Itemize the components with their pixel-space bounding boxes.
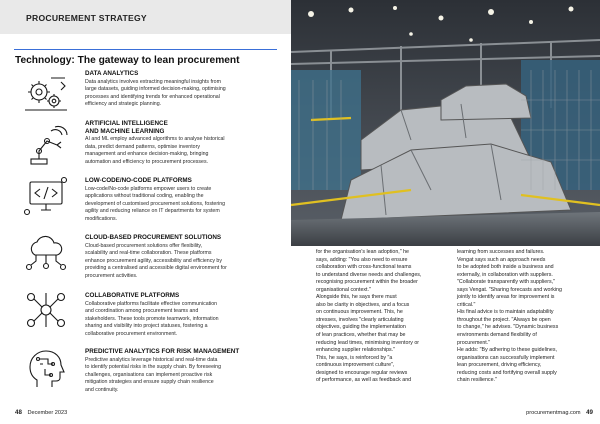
site-url: procurementmag.com: [526, 410, 581, 416]
section-body: Predictive analytics leverage historical and real-time data to identify potential risks in the supply chain. By foreseeing challenges, organisations can implement proactive risk mitigation strategies and ensure supply chain resilience and continuity.: [85, 356, 221, 393]
header-band: [0, 0, 291, 34]
page-number: 49: [586, 409, 593, 416]
section-body: Cloud-based procurement solutions offer flexibility, scalability and real-time collaboration. These platforms enhance procurement agility, accessibility and efficiency by providing a centralised and accessible digital environment for procurement activities.: [85, 242, 227, 279]
section-ai-ml: [85, 120, 285, 166]
page-number: 48: [15, 409, 22, 416]
section-title: ARTIFICIAL INTELLIGENCE AND MACHINE LEARNING: [85, 120, 168, 135]
analytics-gears-icon: [21, 70, 71, 120]
collaboration-network-icon: [21, 285, 71, 335]
section-title: COLLABORATIVE PLATFORMS: [85, 292, 180, 299]
factory-photo: [291, 0, 600, 246]
section-body: AI and ML employ advanced algorithms to analyse historical data, predict demand patterns, optimise inventory management and enhance decision-making, bringing automation and efficiency to procurement processes.: [85, 136, 225, 165]
page-title: Technology: The gateway to lean procurement: [15, 55, 240, 66]
footer-left: [15, 409, 67, 416]
section-title: CLOUD-BASED PROCUREMENT SOLUTIONS: [85, 234, 222, 241]
footer-right: [526, 409, 593, 416]
section-low-code: [85, 177, 285, 223]
ai-head-icon: [21, 343, 71, 393]
section-title: DATA ANALYTICS: [85, 70, 139, 77]
section-body: Low-code/No-code platforms empower users to create applications without traditional coding, enabling the development of customised procurement solutions, fostering agility and reducing reliance on IT departments for system modifications.: [85, 185, 226, 222]
section-collaborative: [85, 292, 285, 338]
section-data-analytics: [85, 70, 285, 109]
section-label: PROCUREMENT STRATEGY: [26, 13, 147, 23]
accent-rule: [14, 49, 277, 50]
right-page: [291, 0, 600, 424]
cloud-network-icon: [21, 229, 71, 279]
article-column-1: for the organisation's lean adoption," he says, adding: "You also need to ensure collaboration with cross-functional teams to understand diverse needs and challenges, recognising procurement within the broader organisational context." Alongside this, he says there must also be clarity in objectives, and a focus on continuous improvement. This, he stresses, involves "clearly articulating objectives, guiding the implementation of lean practices, whether that may be reducing lead times, minimising inventory or enhancing supplier relationships." This, he says, is reinforced by "a continuous improvement culture", designed to encourage regular reviews of performance, as well as feedback and: [316, 249, 422, 384]
robot-arm-icon: [21, 121, 71, 171]
issue-date: December 2023: [27, 410, 68, 416]
section-title: LOW-CODE/NO-CODE PLATFORMS: [85, 177, 192, 184]
section-body: Collaborative platforms facilitate effective communication and coordination among procurement teams and stakeholders. These tools promote teamwork, information sharing and visibility into project statuses, fostering a collaborative procurement environment.: [85, 300, 219, 337]
section-predictive: [85, 348, 285, 394]
code-monitor-icon: [21, 172, 71, 222]
section-title: PREDICTIVE ANALYTICS FOR RISK MANAGEMENT: [85, 348, 240, 355]
section-cloud: [85, 234, 285, 280]
section-body: Data analytics involves extracting meaningful insights from large datasets, guiding informed decision-making, optimising processes and identifying trends for enhanced operational efficiency and strategic planning.: [85, 78, 226, 108]
left-page: [0, 0, 291, 424]
article-column-2: learning from successes and failures. Vengat says such an approach needs to be adopted both inside a business and externally, in collaboration with suppliers. "Collaborate transparently with suppliers," says Vengat. "Sharing forecasts and working jointly to identify areas for improvement is critical." His final advice is to maintain adaptability throughout the project. "Always be open to change," he advises. "Dynamic business environments demand flexibility of procurement." He adds: "By adhering to these guidelines, organisations can successfully implement lean procurement, driving efficiency, reducing costs and fortifying overall supply chain resilience.": [457, 249, 562, 384]
